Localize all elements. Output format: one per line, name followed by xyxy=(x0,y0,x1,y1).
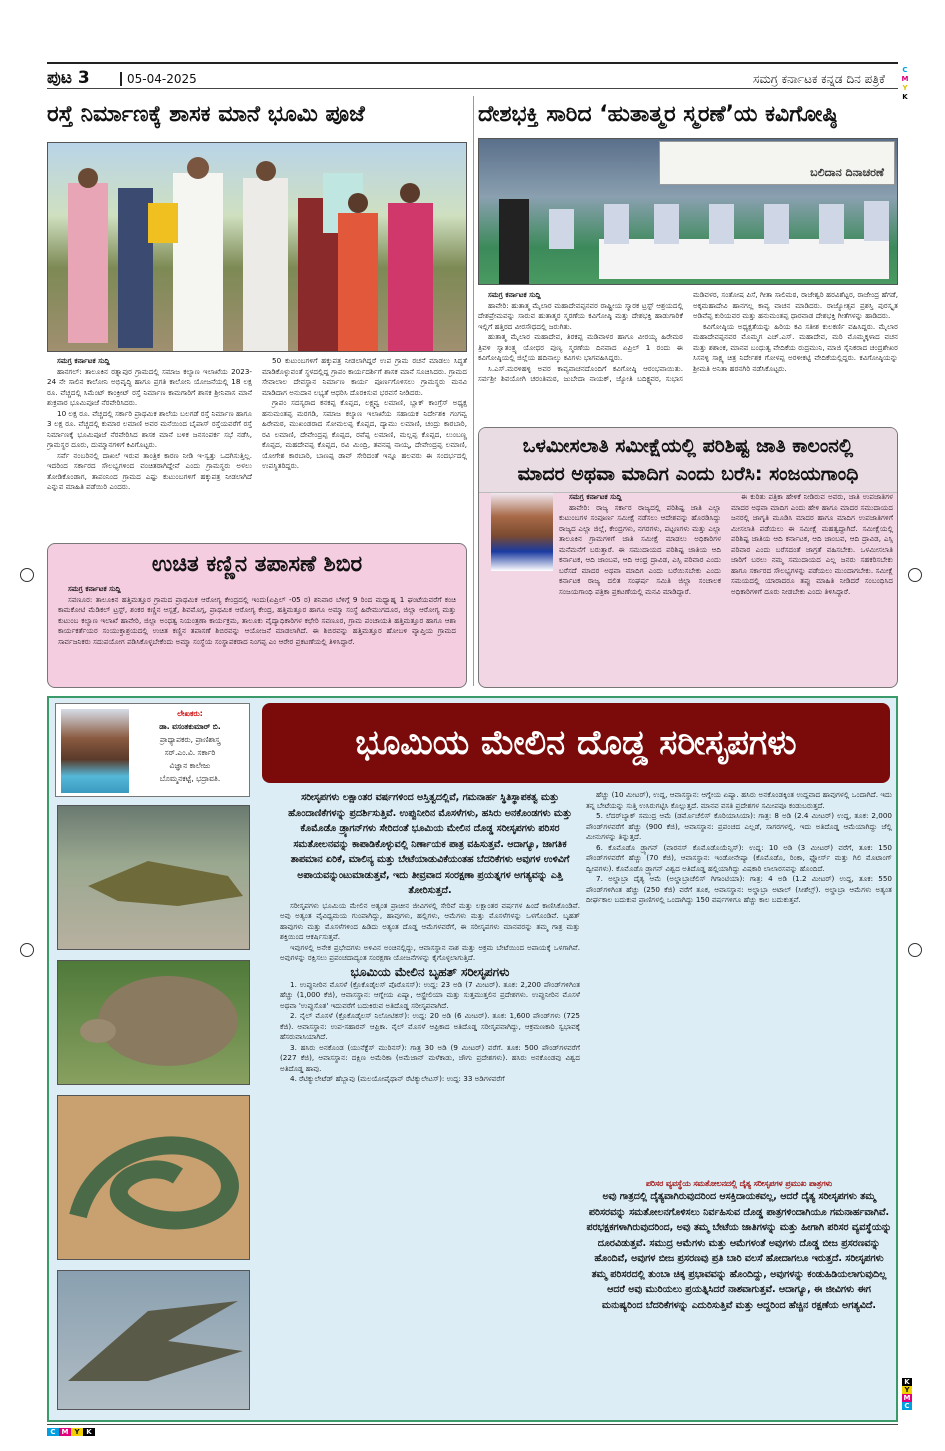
feature-title: ಭೂಮಿಯ ಮೇಲಿನ ದೊಡ್ಡ ಸರೀಸೃಪಗಳು xyxy=(262,703,890,783)
event-banner: ಬಲಿದಾನ ದಿನಾಚರಣೆ xyxy=(659,141,895,185)
reservation-headline: ಒಳಮೀಸಲಾತಿ ಸಮೀಕ್ಷೆಯಲ್ಲಿ ಪರಿಶಿಷ್ಟ ಜಾತಿ ಕಾಲಂನಲ್ಲಿ ಮಾದರ ಅಥವಾ ಮಾದಿಗ ಎಂದು ಬರೆಸಿ: ಸಂಜಯಗಾಂಧಿ xyxy=(479,428,897,493)
feature-column-1: ಸರೀಸೃಪಗಳು ಲಕ್ಷಾಂತರ ವರ್ಷಗಳಿಂದ ಅಸ್ತಿತ್ವದಲ್ಲಿವೆ, ಗಮನಾರ್ಹ ಸ್ಥಿತಿಸ್ಥಾಪಕತ್ವ ಮತ್ತು ಹೊಂದಾಣಿಕೆಗಳನ್ನು ಪ್ರದರ್ಶಿಸುತ್ತಿವೆ. ಉಪ್ಪುನೀರಿನ ಮೊಸಳೆಗಳು, ಹಸಿರು ಅನಕೊಂಡಗಳು ಮತ್ತು ಕೊಮೊಡೊ ಡ್ರ್ಯಾಗನ್‌ಗಳು ಸೇರಿದಂತೆ ಭೂಮಿಯ ಮೇಲಿನ ದೊಡ್ಡ ಸರೀಸೃಪಗಳು ಪರಿಸರ ಸಮತೋಲನವನ್ನು ಕಾಪಾಡಿಕೊಳ್ಳುವಲ್ಲಿ ನಿರ್ಣಾಯಕ ಪಾತ್ರ ವಹಿಸುತ್ತವೆ. ಆದಾಗ್ಯೂ, ಜಾಗತಿಕ ತಾಪಮಾನ ಏರಿಕೆ, ಮಾಲಿನ್ಯ ಮತ್ತು ಬೇಟೆಯಾಡುವಿಕೆಯಂತಹ ಬೆದರಿಕೆಗಳು ಅವುಗಳ ಉಳಿವಿಗೆ ಅಪಾಯವನ್ನುಂಟುಮಾಡುತ್ತವೆ, ಇದು ತೀವ್ರವಾದ ಸಂರಕ್ಷಣಾ ಪ್ರಯತ್ನಗಳ ಅಗತ್ಯವನ್ನು ಎತ್ತಿ ತೋರಿಸುತ್ತದೆ. ಸರೀಸೃಪಗಳು ಭೂಮಿಯ ಮೇಲಿನ ಅತ್ಯಂತ ಪ್ರಾಚೀನ ಜೀವಿಗಳಲ್ಲಿ ಸೇರಿವೆ ಮತ್ತು ಲಕ್ಷಾಂತರ ವರ್ಷಗಳ ಹಿಂದೆ ಕಾಣಿಸಿಕೊಂಡಿವೆ. ಅವು ಅತ್ಯಂತ ವೈವಿಧ್ಯಮಯ ಗುಂಪಾಗಿದ್ದು, ಹಾವುಗಳು, ಹಲ್ಲಿಗಳು, ಆಮೆಗಳು ಮತ್ತು ಮೊಸಳೆಗಳನ್ನು ಒಳಗೊಂಡಿವೆ. ಬೃಹತ್ ಹಾವುಗಳು ಮತ್ತು ಮೊಸಳೆಗಳಿಂದ ಹಿಡಿದು ಅತ್ಯಂತ ದೊಡ್ಡ ಆಮೆಗಳವರೆಗೆ, ಈ ಸರೀಸೃಪಗಳು ಮಾನವರನ್ನು ತಮ್ಮ ಗಾತ್ರ ಮತ್ತು ಶಕ್ತಿಯಿಂದ ಆಕರ್ಷಿಸುತ್ತವೆ. ಇವುಗಳಲ್ಲಿ ಅನೇಕ ಪ್ರಭೇದಗಳು ಅಳಿವಿನ ಅಂಚಿನಲ್ಲಿದ್ದು, ಆವಾಸಸ್ಥಾನ ನಾಶ ಮತ್ತು ಅಕ್ರಮ ಬೇಟೆಯಿಂದ ಅಪಾಯಕ್ಕೆ ಒಳಗಾಗಿವೆ. ಅವುಗಳನ್ನು ರಕ್ಷಿಸಲು ಪ್ರಪಂಚದಾದ್ಯಂತ ಸಂರಕ್ಷಣಾ ಯೋಜನೆಗಳನ್ನು ಕೈಗೊಳ್ಳಲಾಗುತ್ತಿದೆ. ಭೂಮಿಯ ಮೇಲಿನ ಬೃಹತ್ ಸರೀಸೃಪಗಳು 1. ಉಪ್ಪುನೀರಿನ ಮೊಸಳೆ (ಕ್ರೊಕೊಡೈಲಸ್ ಪೊರೊಸಸ್): ಉದ್ದ: 23 ಅಡಿ (7 ಮೀಟರ್). ತೂಕ: 2,200 ಪೌಂಡ್‌ಗಳಿಗಿಂತ ಹೆಚ್ಚು (1,000 ಕೆಜಿ), ಆವಾಸಸ್ಥಾನ: ಆಗ್ನೇಯ ಏಷ್ಯಾ, ಆಸ್ಟ್ರೇಲಿಯಾ ಮತ್ತು ಸುತ್ತಮುತ್ತಲಿನ ಪ್ರದೇಶಗಳು. ಉಪ್ಪುನೀರಿನ ಮೊಸಳೆ ಅಥವಾ 'ಉಪ್ಪುಸೊತ' ಇದುವರೆಗೆ ಬದುಕಿರುವ ಅತಿದೊಡ್ಡ ಸರೀಸೃಪವಾಗಿದೆ. 2. ನೈಲ್ ಮೊಸಳೆ (ಕ್ರೊಕೊಡೈಲಸ್ ನಿಲೋಟಿಕಸ್): ಉದ್ದ: 20 ಅಡಿ (6 ಮೀಟರ್). ತೂಕ: 1,600 ಪೌಂಡ್‌ಗಳು (725 ಕೆಜಿ). ಆವಾಸಸ್ಥಾನ: ಉಪ-ಸಹಾರನ್ ಆಫ್ರಿಕಾ. ನೈಲ್ ಮೊಸಳೆ ಆಫ್ರಿಕಾದ ಅತಿದೊಡ್ಡ ಸರೀಸೃಪವಾಗಿದ್ದು, ಆಕ್ರಮಣಕಾರಿ ಸ್ವಭಾವಕ್ಕೆ ಹೆಸರುವಾಸಿಯಾಗಿದೆ. 3. ಹಸಿರು ಅನಕೊಂಡ (ಯುನೆಕ್ಟೆಸ್ ಮುರಿನಸ್): ಗಾತ್ರ 30 ಅಡಿ (9 ಮೀಟರ್) ವರೆಗೆ. ತೂಕ: 500 ಪೌಂಡ್‌ಗಳವರೆಗೆ (227 ಕೆಜಿ), ಆವಾಸಸ್ಥಾನ: ದಕ್ಷಿಣ ಅಮೆರಿಕಾ (ಅಮೆಜಾನ್ ಮಳೆಕಾಡು, ಜೌಗು ಪ್ರದೇಶಗಳು). ಹಸಿರು ಅನಕೊಂಡವು ವಿಶ್ವದ ಅತಿದೊಡ್ಡ ಹಾವು. 4. ರೆಟಿಕ್ಯುಲೇಟೆಡ್ ಹೆಬ್ಬಾವು (ಮಲಯೋಪೈಥಾನ್ ರೆಟಿಕ್ಯುಲೇಟಸ್): ಉದ್ದ: 33 ಅಡಿಗಳವರೆಗೆ xyxy=(280,792,580,1083)
author-photo xyxy=(61,709,129,793)
crocodile-illustration xyxy=(58,806,251,951)
article1-photo xyxy=(47,142,467,352)
sanjay-gandhi-photo xyxy=(491,493,553,571)
crowd-photo-illustration xyxy=(48,143,467,352)
giant-tortoise-photo xyxy=(57,960,250,1085)
eye-camp-box xyxy=(47,543,467,688)
feature-column-2: ಹೆಚ್ಚು (10 ಮೀಟರ್), ಉದ್ದ, ಆವಾಸಸ್ಥಾನ: ಆಗ್ನೇಯ ಏಷ್ಯಾ. ಹಸಿರು ಅನಕೊಂಡಕ್ಕಿಂತ ಉದ್ದವಾದ ಹಾವುಗಳಲ್ಲಿ ಒಂದಾಗಿದೆ. ಇದು ತನ್ನ ಬೇಟೆಯನ್ನು ಸುತ್ತಿ ಉಸಿರುಗಟ್ಟಿಸಿ ಕೊಲ್ಲುತ್ತದೆ. ಮಾನವ ವಸತಿ ಪ್ರದೇಶಗಳ ಸಮೀಪವೂ ಕಂಡುಬರುತ್ತದೆ. 5. ಲೆದರ್‌ಬ್ಯಾಕ್ ಸಮುದ್ರ ಆಮೆ (ಡರ್ಮೊಚೆಲಿಸ್ ಕೊರಿಯಾಸಿಯಾ): ಗಾತ್ರ: 8 ಅಡಿ (2.4 ಮೀಟರ್) ಉದ್ದ, ತೂಕ: 2,000 ಪೌಂಡ್‌ಗಳವರೆಗೆ ಹೆಚ್ಚು (900 ಕೆಜಿ), ಆವಾಸಸ್ಥಾನ: ಪ್ರಪಂಚದ ಎಲ್ಲಡೆ, ಸಾಗರಗಳಲ್ಲಿ. ಇದು ಅತಿದೊಡ್ಡ ಆಮೆಯಾಗಿದ್ದು ಜೆಲ್ಲಿ ಮೀನುಗಳನ್ನು ತಿನ್ನುತ್ತದೆ. 6. ಕೊಮೊಡೊ ಡ್ರ್ಯಾಗನ್ (ವಾರನಸ್ ಕೊಮೊಡೊಯೆನ್ಸಿಸ್): ಉದ್ದ: 10 ಅಡಿ (3 ಮೀಟರ್) ವರೆಗೆ, ತೂಕ: 150 ಪೌಂಡ್‌ಗಳವರೆಗೆ ಹೆಚ್ಚು (70 ಕೆಜಿ), ಆವಾಸಸ್ಥಾನ: ಇಂಡೋನೇಷ್ಯಾ (ಕೊಮೊಡೊ, ರಿಂಕಾ, ಫ್ಲೋರ್ಸ್ ಮತ್ತು ಗಿಲಿ ಮೊಟಾಂಗ್ ದ್ವೀಪಗಳು). ಕೊಮೊಡೊ ಡ್ರ್ಯಾಗನ್ ವಿಶ್ವದ ಅತಿದೊಡ್ಡ ಹಲ್ಲಿಯಾಗಿದ್ದು ವಿಷಕಾರಿ ಲಾಲಾರಸವನ್ನು ಹೊಂದಿದೆ. 7. ಅಲ್ಡಾಬ್ರಾ ದೈತ್ಯ ಆಮೆ (ಅಲ್ಡಾಬ್ರಾಚೆಲಿಸ್ ಗಿಗಾಂಟಿಯಾ): ಗಾತ್ರ: 4 ಅಡಿ (1.2 ಮೀಟರ್) ಉದ್ದ, ತೂಕ: 550 ಪೌಂಡ್‌ಗಳಿಗಿಂತ ಹೆಚ್ಚು (250 ಕೆಜಿ) ವರೆಗೆ ತೂಕ, ಆವಾಸಸ್ಥಾನ: ಅಲ್ಡಾಬ್ರಾ ಅಟಾಲ್ (ಸೀಶೆಲ್ಸ್). ಅಲ್ಡಾಬ್ರಾ ಆಮೆಗಳು ಅತ್ಯಂತ ದೀರ್ಘಕಾಲ ಬದುಕುವ ಪ್ರಾಣಿಗಳಲ್ಲಿ ಒಂದಾಗಿದ್ದು 150 ವರ್ಷಗಳಿಗೂ ಹೆಚ್ಚು ಕಾಲ ಬದುಕುತ್ತವೆ. ಪರಿಸರ ವ್ಯವಸ್ಥೆಯ ಸಮತೋಲನದಲ್ಲಿ ದೈತ್ಯ ಸರೀಸೃಪಗಳ ಪ್ರಮುಖ ಪಾತ್ರಗಳು ಅವು ಗಾತ್ರದಲ್ಲಿ ದೈತ್ಯವಾಗಿರುವುದರಿಂದ ಆಸಕ್ತಿದಾಯಕವಲ್ಲ, ಆದರೆ ದೈತ್ಯ ಸರೀಸೃಪಗಳು ತಮ್ಮ ಪರಿಸರವನ್ನು ಸಮತೋಲನಗೊಳಿಸಲು ನಿರ್ವಹಿಸುವ ದೊಡ್ಡ ಪಾತ್ರಗಳಿಂದಾಗಿಯೂ ಗಮನಾರ್ಹವಾಗಿವೆ. ಪರಭಕ್ಷಕಗಳಾಗಿರುವುದರಿಂದ, ಅವು ತಮ್ಮ ಬೇಟೆಯ ಜಾತಿಗಳನ್ನು ಮತ್ತು ಹೀಗಾಗಿ ಪರಿಸರ ವ್ಯವಸ್ಥೆಯನ್ನು ದೂರವಿಡುತ್ತವೆ. ಸಮುದ್ರ ಆಮೆಗಳು ಮತ್ತು ಆಮೆಗಳಂತೆ ಅವುಗಳು ದೊಡ್ಡ ಬೀಜ ಪ್ರಸರಣವನ್ನು ಹೊಂದಿವೆ, ಅವುಗಳ ಬೀಜ ಪ್ರಸರಣವು ಪ್ರತಿ ಬಾರಿ ವಲಸೆ ಹೋದಾಗಲೂ ಇರುತ್ತದೆ. ಸರೀಸೃಪಗಳು ತಮ್ಮ ಪರಿಸರದಲ್ಲಿ ತುಂಬಾ ಚಿಕ್ಕ ಪ್ರಭಾವವನ್ನು ಹೊಂದಿದ್ದು, ಅವುಗಳನ್ನು ಕಂಡುಹಿಡಿಯಲಾಗುವುದಿಲ್ಲ ಆದರೆ ಅವು ಮುರಿಯಲು ಪ್ರಯತ್ನಿಸಿದರೆ ನಾಶವಾಗುತ್ತವೆ. ಆದಾಗ್ಯೂ, ಈ ಜೀವಿಗಳು ಈಗ ಮನುಷ್ಯರಿಂದ ಬೆದರಿಕೆಗಳನ್ನು ಎದುರಿಸುತ್ತಿವೆ ಮತ್ತು ಆದ್ದರಿಂದ ಹೆಚ್ಚಿನ ರಕ್ಷಣೆಯ ಅಗತ್ಯವಿದೆ. xyxy=(586,790,892,1418)
article1-headline: ರಸ್ತೆ ನಿರ್ಮಾಣಕ್ಕೆ ಶಾಸಕ ಮಾನೆ ಭೂಮಿ ಪೂಜೆ xyxy=(47,102,365,127)
reservation-article-box xyxy=(478,427,898,688)
article1-body: ಸಮಗ್ರ ಕರ್ನಾಟಕ ಸುದ್ದಿ ಹಾನಗಲ್: ತಾಲೂಕಿನ ರತ್ನಾಪುರ ಗ್ರಾಮದಲ್ಲಿ ಸಮಾಜ ಕಲ್ಯಾಣ ಇಲಾಖೆಯ 2023-24 ನೇ ಸಾಲಿನ ಕಾಲೋನಿ ಅಭಿವೃದ್ಧಿ ಹಾಗೂ ಪ್ರಗತಿ ಕಾಲೋನಿ ಯೋಜನೆಯಲ್ಲಿ 18 ಲಕ್ಷ ರೂ. ವೆಚ್ಚದಲ್ಲಿ ಸಿಮೆಂಟ್ ಕಾಂಕ್ರೀಟ್ ರಸ್ತೆ ನಿರ್ಮಾಣ ಕಾಮಗಾರಿಗೆ ಶಾಸಕ ಶ್ರೀನಿವಾಸ ಮಾನೆ ಶುಕ್ರವಾರ ಭೂಮಿಪೂಜೆ ನೆರವೇರಿಸಿದರು. 10 ಲಕ್ಷ ರೂ. ವೆಚ್ಚದಲ್ಲಿ ಸರ್ಕಾರಿ ಪ್ರಾಥಮಿಕ ಶಾಲೆಯ ಬಲಗಡೆ ರಸ್ತೆ ನಿರ್ಮಾಣ ಹಾಗೂ 3 ಲಕ್ಷ ರೂ. ವೆಚ್ಚದಲ್ಲಿ ಕುಮಾರ ಲಮಾಣಿ ಅವರ ಮನೆಯಿಂದ ಬೈಪಾಸ್ ರಸ್ತೆಯವರೆಗೆ ರಸ್ತೆ ನಿರ್ಮಾಣಕ್ಕೆ ಭೂಮಿಪೂಜೆ ನೆರವೇರಿಸಿದ ಶಾಸಕ ಮಾನೆ ಬಳಿಕ ಜನಸಂಪರ್ಕ ಸಭೆ ನಡೆಸಿ, ಗ್ರಾಮಸ್ಥರ ದೂರು, ದುಮ್ಮಾನಗಳಿಗೆ ಕಿವಿಗೊಟ್ಟರು. ಸರ್ವೆ ನಂಬರಿನಲ್ಲಿ ದಾಖಲೆ ಇರುವ ತಾಂತ್ರಿಕ ಕಾರಣ ನೀಡಿ ಇ-ಸ್ವತ್ತು ಒದಗಿಸುತ್ತಿಲ್ಲ. ಇದರಿಂದ ಸರ್ಕಾರದ ಸೌಲಭ್ಯಗಳಿಂದ ವಂಚಿತರಾಗಿದ್ದೇವೆ ಎಂದು ಗ್ರಾಮಸ್ಥರು ಅಳಲು ತೋಡಿಕೊಂಡಾಗ, ತಾಪಂನಿಂದ ಗ್ರಾಮದ ಎಷ್ಟು ಕುಟುಂಬಗಳಿಗೆ ಹಕ್ಕುಪತ್ರ ನೀಡಲಾಗಿದೆ ಎನ್ನುವ ಮಾಹಿತಿ ಪಡೆಯಿರಿ ಎಂದರು. 50 ಕುಟುಂಬಗಳಿಗೆ ಹಕ್ಕುಪತ್ರ ನೀಡಲಾಗಿದ್ದರೆ ಉಪ ಗ್ರಾಮ ರಚನೆ ಮಾಡಲು ಸಿದ್ಧತೆ ಮಾಡಿಕೊಳ್ಳುವಂತೆ ಸ್ಥಳದಲ್ಲಿದ್ದ ಗ್ರಾಪಂ ಕಾರ್ಯದರ್ಶಿಗೆ ಶಾಸಕ ಮಾನೆ ಸೂಚಿಸಿದರು. ಗ್ರಾಮದ ಸೇವಾಲಾಲ ದೇವಸ್ಥಾನ ನಿರ್ಮಾಣ ಕಾರ್ಯ ಪೂರ್ಣಗೊಳಿಸಲು ಗ್ರಾಮಸ್ಥರು ಮನವಿ ಮಾಡಿದಾಗ ಅನುದಾನ ಲಭ್ಯತೆ ಆಧರಿಸಿ ದೊರಕಿಸುವ ಭರವಸೆ ನೀಡಿದರು. ಗ್ರಾಪಂ ಸದಸ್ಯರಾದ ಕನಕಪ್ಪ ಕೊಪ್ಪದ, ಲಕ್ಷ್ಮವ್ವ ಲಮಾಣಿ, ಬ್ಲಾಕ್ ಕಾಂಗ್ರೆಸ್ ಅಧ್ಯಕ್ಷ ಹನುಮಂತಪ್ಪ ಮರಗಡಿ, ಸಮಾಜ ಕಲ್ಯಾಣ ಇಲಾಖೆಯ ಸಹಾಯಕ ನಿರ್ದೇಶಕಿ ಗಂಗವ್ವ ಹಿರೇಮಠ, ಮುಖಂಡರಾದ ಸೋಮಲಪ್ಪ ಕೊಪ್ಪದ, ದ್ಯಾಮು ಲಮಾಣಿ, ಚಂದ್ರು ಕಾರಬಾರಿ, ರವಿ ಲಮಾಣಿ, ದೇವೇಂದ್ರಪ್ಪ ಕೊಪ್ಪದ, ರವೆಪ್ಪ ಲಮಾಣಿ, ಮಲ್ಲಪ್ಪ ಕೊಪ್ಪದ, ಲುಂಬಣ್ಣ ಕೊಪ್ಪದ, ಮಹದೇವಪ್ಪ ಕೊಪ್ಪದ, ರವಿ ಮಿಂದ್ರಿ, ತವನಪ್ಪ ನಾಯ್ಕ, ದೇವೇಂದ್ರಪ್ಪ ಲಮಾಣಿ, ಯೋಗೇಶ ಕಾರಬಾರಿ, ಬಾಣಪ್ಪ ಡಾವ್ ಸೇರಿದಂತೆ ಇನ್ನೂ ಹಲವರು ಈ ಸಂದರ್ಭದಲ್ಲಿ ಉಪಸ್ಥಿತರಿದ್ದರು. xyxy=(47,356,467,491)
newspaper-name: ಸಮಗ್ರ ಕರ್ನಾಟಕ ಕನ್ನಡ ದಿನ ಪತ್ರಿಕೆ xyxy=(753,72,885,86)
registration-mark xyxy=(908,568,922,582)
author-name: ಡಾ. ವಸಂತಕುಮಾರ್ ಬಿ. xyxy=(159,722,221,731)
reservation-body: ಸಮಗ್ರ ಕರ್ನಾಟಕ ಸುದ್ದಿ ಹಾವೇರಿ: ರಾಜ್ಯ ಸರ್ಕಾರ ರಾಜ್ಯದಲ್ಲಿ ಪರಿಶಿಷ್ಟ ಜಾತಿ ಎಲ್ಲಾ ಕುಟುಂಬಗಳ ಸಂಪೂರ್ಣ ಸಮೀಕ್ಷೆ ನಡೆಸಲು ಆದೇಶವನ್ನು ಹೊರಡಿಸಿದ್ದು ರಾಜ್ಯದ ಎಲ್ಲಾ ಜಿಲ್ಲೆ, ಕೇಂದ್ರಗಳು, ನಗರಗಳು, ಪಟ್ಟಣಗಳು ಮತ್ತು ಎಲ್ಲಾ ತಾಲೂಕಿನ ಗ್ರಾಮಗಳಿಗೆ ಜಾತಿ ಸಮೀಕ್ಷೆ ಮಾಡಲು ಅಧಿಕಾರಿಗಳ ಮನೆಮನೆಗೆ ಬರುತ್ತಾರೆ. ಈ ಸಮುದಾಯದ ಪರಿಶಿಷ್ಟ ಜಾತಿಯ ಆದಿ ಕರ್ನಾಟಕ, ಆದಿ ಜಾಂಬವ, ಆದಿ ಆಂಧ್ರ ದ್ರಾವಿಡ, ಎಸ್ಸಿ ಪರಿವಾರ ಎಂದು ಬರೆಸದೆ ಮಾದರ ಅಥವಾ ಮಾದಿಗ ಎಂದು ಬರೆಯಿಸಬೇಕು ಎಂದು ಕರ್ನಾಟಕ ರಾಜ್ಯ ದಲಿತ ಸಂಘರ್ಷ ಸಮಿತಿ ಜಿಲ್ಲಾ ಸಂಚಾಲಕ ಸಂಜಯಗಾಂಧಿ ಪತ್ರಿಕಾ ಪ್ರಕಟಣೆಯಲ್ಲಿ ಮನವಿ ಮಾಡಿದ್ದಾರೆ. ಈ ಕುರಿತು ಪತ್ರಿಕಾ ಹೇಳಿಕೆ ನೀಡಿರುವ ಅವರು, ಜಾತಿ ಉಪಜಾತಿಗಳ ಮಾದರ ಅಥವಾ ಮಾದಿಗ ಎಂದು ಹೇಳಿ ಹಾಗೂ ಮಾದರ ಸಮುದಾಯದ ಜನರಲ್ಲಿ ಜಾಗೃತಿ ಮೂಡಿಸಿ ಮಾದರ ಹಾಗೂ ಮಾದಿಗ ಉಪಜಾತಿಗಳಿಗೆ ಮೀಸಲಾತಿ ಪಡೆಯಲು ಈ ಸಮೀಕ್ಷೆ ಮಹತ್ವದ್ದಾಗಿದೆ. ಸಮೀಕ್ಷೆಯಲ್ಲಿ ಪರಿಶಿಷ್ಟ ಜಾತಿಯ ಆದಿ ಕರ್ನಾಟಕ, ಆದಿ ಜಾಂಬವ, ಆದಿ ದ್ರಾವಿಡ, ಎಸ್ಸಿ ಪರಿವಾರ ಎಂದು ಬರೆಸದಂತೆ ಜಾಗ್ರತೆ ವಹಿಸಬೇಕು. ಒಳಮೀಸಲಾತಿ ಜಾರಿಗೆ ಬರಲು ನಮ್ಮ ಸಮುದಾಯದ ಎಲ್ಲ ಜನರು ಸಹಕರಿಸಬೇಕು ಹಾಗೂ ಸರ್ಕಾರದ ಸೌಲಭ್ಯಗಳನ್ನು ಪಡೆಯಲು ಮುಂದಾಗಬೇಕು. ಸಮೀಕ್ಷೆ ಸಮಯದಲ್ಲಿ ಯಾರಾದರೂ ತಪ್ಪು ಮಾಹಿತಿ ನೀಡಿದರೆ ಸಂಬಂಧಿಸಿದ ಅಧಿಕಾರಿಗಳಿಗೆ ದೂರು ನೀಡಬೇಕು ಎಂದು ತಿಳಿಸಿದ್ದಾರೆ. xyxy=(559,492,893,596)
registration-mark xyxy=(20,568,34,582)
anaconda-photo xyxy=(57,1095,250,1260)
role-heading: ಪರಿಸರ ವ್ಯವಸ್ಥೆಯ ಸಮತೋಲನದಲ್ಲಿ ದೈತ್ಯ ಸರೀಸೃಪಗಳ ಪ್ರಮುಖ ಪಾತ್ರಗಳು xyxy=(645,1179,833,1188)
author-place: ಬೊಮ್ಮನಕಟ್ಟೆ, ಭದ್ರಾವತಿ. xyxy=(159,774,221,783)
article2-headline: ದೇಶಭಕ್ತಿ ಸಾರಿದ ‘ಹುತಾತ್ಮರ ಸ್ಮರಣೆ’ಯ ಕವಿಗೋಷ್ಠಿ xyxy=(478,102,838,127)
feature-conclusion: ಅವು ಗಾತ್ರದಲ್ಲಿ ದೈತ್ಯವಾಗಿರುವುದರಿಂದ ಆಸಕ್ತಿದಾಯಕವಲ್ಲ, ಆದರೆ ದೈತ್ಯ ಸರೀಸೃಪಗಳು ತಮ್ಮ ಪರಿಸರವನ್ನು ಸಮತೋಲನಗೊಳಿಸಲು ನಿರ್ವಹಿಸುವ ದೊಡ್ಡ ಪಾತ್ರಗಳಿಂದಾಗಿಯೂ ಗಮನಾರ್ಹವಾಗಿವೆ. ಪರಭಕ್ಷಕಗಳಾಗಿರುವುದರಿಂದ, ಅವು ತಮ್ಮ ಬೇಟೆಯ ಜಾತಿಗಳನ್ನು ಮತ್ತು ಹೀಗಾಗಿ ಪರಿಸರ ವ್ಯವಸ್ಥೆಯನ್ನು ದೂರವಿಡುತ್ತವೆ. ಸಮುದ್ರ ಆಮೆಗಳು ಮತ್ತು ಆಮೆಗಳಂತೆ ಅವುಗಳು ದೊಡ್ಡ ಬೀಜ ಪ್ರಸರಣವನ್ನು ಹೊಂದಿವೆ, ಅವುಗಳ ಬೀಜ ಪ್ರಸರಣವು ಪ್ರತಿ ಬಾರಿ ವಲಸೆ ಹೋದಾಗಲೂ ಇರುತ್ತದೆ. ಸರೀಸೃಪಗಳು ತಮ್ಮ ಪರಿಸರದಲ್ಲಿ ತುಂಬಾ ಚಿಕ್ಕ ಪ್ರಭಾವವನ್ನು ಹೊಂದಿದ್ದು, ಅವುಗಳನ್ನು ಕಂಡುಹಿಡಿಯಲಾಗುವುದಿಲ್ಲ ಆದರೆ ಅವು ಮುರಿಯಲು ಪ್ರಯತ್ನಿಸಿದರೆ ನಾಶವಾಗುತ್ತವೆ. ಆದಾಗ್ಯೂ, ಈ ಜೀವಿಗಳು ಈಗ ಮನುಷ್ಯರಿಂದ ಬೆದರಿಕೆಗಳನ್ನು ಎದುರಿಸುತ್ತಿವೆ ಮತ್ತು ಆದ್ದರಿಂದ ಹೆಚ್ಚಿನ ರಕ್ಷಣೆಯ ಅಗತ್ಯವಿದೆ. xyxy=(586,1191,892,1311)
bottom-rule xyxy=(47,1424,898,1425)
eye-camp-body: ಸಮಗ್ರ ಕರ್ನಾಟಕ ಸುದ್ದಿ ಸವಣೂರ: ತಾಲೂಕಿನ ಹತ್ತಿಮತ್ತೂರ ಗ್ರಾಮದ ಪ್ರಾಥಮಿಕ ಆರೋಗ್ಯ ಕೇಂದ್ರದಲ್ಲಿ ಇಂದು(ಏಪ್ರಿಲ್ -05 ರ) ಶನಿವಾರ ಬೆಳಿಗ್ಗೆ 9 ರಿಂದ ಮಧ್ಯಾಹ್ನ 1 ಘಂಟೆಯವರೆಗೆ ಕಂಚಿ ಕಾಮಕೋಟಿ ಮೆಡಿಕಲ್ ಟ್ರಸ್ಟ್, ಶಂಕರ ಕಣ್ಣಿನ ಆಸ್ಪತ್ರೆ, ಶಿವಮೊಗ್ಗ, ಪ್ರಾಥಮಿಕ ಆರೋಗ್ಯ ಕೇಂದ್ರ, ಹತ್ತಿಮತ್ತೂರ ಹಾಗೂ ಅಮ್ಮಾ ಸಂಸ್ಥೆ ಹಿರೇಮುಗದೂರ, ಜಿಲ್ಲಾ ಆರೋಗ್ಯ ಮತ್ತು ಕುಟುಂಬ ಕಲ್ಯಾಣ ಇಲಾಖೆ ಹಾವೇರಿ, ಜಿಲ್ಲಾ ಅಂಧತ್ವ ನಿಯಂತ್ರಣಾ ಕಾರ್ಯಕ್ರಮ, ತಾಲೂಕು ವೈದ್ಯಾಧಿಕಾರಿಗಳ ಕಛೇರಿ ಸವಣೂರ, ಗ್ರಾಮ ಪಂಚಾಯತಿ ಹತ್ತಿಮತ್ತೂರ ಹಾಗೂ ಆಶಾ ಕಾರ್ಯಕರ್ತೆಯರ ಸಂಯುಕ್ತಾಶ್ರಯದಲ್ಲಿ ಉಚಿತ ಕಣ್ಣಿನ ತಪಾಸಣೆ ಶಿಬಿರವನ್ನು ಆಯೋಜನೆ ಮಾಡಲಾಗಿದೆ. ಈ ಶಿಬಿರವನ್ನು ಹತ್ತಿಮತ್ತೂರ ಹೋಬಳಿ ವ್ಯಾಪ್ತಿಯ ಗ್ರಾಮದ ಸಾರ್ವಜನಿಕರು ಸದುಪಯೋಗ ಪಡಿಸಿಕೊಳ್ಳಬೇಕೆಂದು ಅಮ್ಮಾ ಸಂಸ್ಥೆಯ ಸಂಸ್ಥಾಪಕರಾದ ನಿಂಗಪ್ಪ ಎಂ ಆರೇರ ಪ್ರಕಟಣೆಯಲ್ಲಿ ತಿಳಿಸಿದ್ದಾರೆ. xyxy=(58,584,456,646)
header-rule xyxy=(47,88,898,89)
feature-intro: ಸರೀಸೃಪಗಳು ಲಕ್ಷಾಂತರ ವರ್ಷಗಳಿಂದ ಅಸ್ತಿತ್ವದಲ್ಲಿವೆ, ಗಮನಾರ್ಹ ಸ್ಥಿತಿಸ್ಥಾಪಕತ್ವ ಮತ್ತು ಹೊಂದಾಣಿಕೆಗಳನ್ನು ಪ್ರದರ್ಶಿಸುತ್ತಿವೆ. ಉಪ್ಪುನೀರಿನ ಮೊಸಳೆಗಳು, ಹಸಿರು ಅನಕೊಂಡಗಳು ಮತ್ತು ಕೊಮೊಡೊ ಡ್ರ್ಯಾಗನ್‌ಗಳು ಸೇರಿದಂತೆ ಭೂಮಿಯ ಮೇಲಿನ ದೊಡ್ಡ ಸರೀಸೃಪಗಳು ಪರಿಸರ ಸಮತೋಲನವನ್ನು ಕಾಪಾಡಿಕೊಳ್ಳುವಲ್ಲಿ ನಿರ್ಣಾಯಕ ಪಾತ್ರ ವಹಿಸುತ್ತವೆ. ಆದಾಗ್ಯೂ, ಜಾಗತಿಕ ತಾಪಮಾನ ಏರಿಕೆ, ಮಾಲಿನ್ಯ ಮತ್ತು ಬೇಟೆಯಾಡುವಿಕೆಯಂತಹ ಬೆದರಿಕೆಗಳು ಅವುಗಳ ಉಳಿವಿಗೆ ಅಪಾಯವನ್ನುಂಟುಮಾಡುತ್ತವೆ, ಇದು ತೀವ್ರವಾದ ಸಂರಕ್ಷಣಾ ಪ್ರಯತ್ನಗಳ ಅಗತ್ಯವನ್ನು ಎತ್ತಿ ತೋರಿಸುತ್ತದೆ. xyxy=(288,792,572,896)
issue-date: 05-04-2025 xyxy=(120,72,197,86)
registration-mark xyxy=(20,943,34,957)
snake-illustration xyxy=(58,1096,251,1261)
author-label: ಲೇಖಕರು: xyxy=(177,709,203,718)
column-divider xyxy=(473,96,474,686)
author-college-2: ವಿಜ್ಞಾನ ಕಾಲೇಜು xyxy=(169,761,211,770)
tortoise-illustration xyxy=(58,961,251,1086)
cmyk-strip-right: K Y M C xyxy=(903,1378,911,1410)
article2-body: ಸಮಗ್ರ ಕರ್ನಾಟಕ ಸುದ್ದಿ ಹಾವೇರಿ: ಹುತಾತ್ಮ ಮೈಲಾರ ಮಹಾದೇವಪ್ಪನವರ ರಾಷ್ಟ್ರೀಯ ಸ್ಮಾರಕ ಟ್ರಸ್ಟ್ ಆಶ್ರಯದಲ್ಲಿ ದೇಶಪ್ರೇಮವನ್ನು ಸಾರುವ ಹುತಾತ್ಮರ ಸ್ಮರಣೆಯ ಕವಿಗೋಷ್ಠಿ ಮತ್ತು ದೇಶಭಕ್ತಿ ಹಾಡುಗಾರಿಕೆ ಇಲ್ಲಿಗೆ ಹತ್ತಿರದ ವೀರಸೌಧದಲ್ಲಿ ಜರುಗಿತು. ಹುತಾತ್ಮ ಮೈಲಾರ ಮಹಾದೇವ, ತಿರಕಪ್ಪ ಮಡಿವಾಳರ ಹಾಗೂ ವೀರಯ್ಯ ಹಿರೇಮಠ ತ್ರಿವಳಿ ಸ್ವಾತಂತ್ರ್ಯ ಯೋಧರ ಪುಣ್ಯ ಸ್ಮರಣೆಯ ದಿನವಾದ ಏಪ್ರಿಲ್ 1 ರಂದು ಈ ಕವಿಗೋಷ್ಠಿಯಲ್ಲಿ ಜಿಲ್ಲೆಯ ಹದಿನಾಲ್ಕು ಕವಿಗಳು ಭಾಗವಹಿಸಿದ್ದರು. ಸಿ.ಎಸ್.ಮರಳಿಹಳ್ಳಿ ಅವರ ಕಾವ್ಯವಾಚನದೊಂದಿಗೆ ಕವಿಗೋಷ್ಠಿ ಆರಂಭವಾಯಿತು. ಸರ್ವಶ್ರೀ ಶಿವಯೋಗಿ ಚರಂತಿಮಠ, ಜುಬೇದಾ ನಾಯಕ್, ಜ್ಯೋತಿ ಬದಿಕ್ಟ್ಯವರ, ಸುಭಾಸ ಮಡಿವಳರ, ಸಂತೋಷ ಪಿಸೆ, ಗೀತಾ ಸಾಲಿಮಠ, ರಾಜೇಶ್ವರಿ ಹರವಿಶೆಟ್ಟರ, ರಾಜೇಂದ್ರ ಹೆಗಡೆ, ಅಕ್ಕಮಹಾದೇವಿ ಹಾನಗಲ್ಲ ಕಾವ್ಯ ವಾಚನ ಮಾಡಿದರು. ರಾಜ್ಯೋತ್ಸವ ಪ್ರಶಸ್ತಿ ಪುರಸ್ಕೃತ ಅಡಿವೆಪ್ಪ ಕುರಿಯವರ ಮತ್ತು ಹನುಮಂತಪ್ಪ ಧಾರವಾಡ ದೇಶಭಕ್ತಿ ಗೀತೆಗಳನ್ನು ಹಾಡಿದರು. ಕವಿಗೋಷ್ಠಿಯ ಅಧ್ಯಕ್ಷತೆಯನ್ನು ಹಿರಿಯ ಕವಿ ಸತೀಶ ಕುಲಕರ್ಣಿ ವಹಿಸಿದ್ದರು. ಮೈಲಾರ ಮಹಾದೇವಪ್ಪನವರ ಮೊಮ್ಮಗ ಎಚ್.ಎಸ್. ಮಹಾದೇವ, ಮರಿ ಮೊಮ್ಮಕ್ಕಳಾದ ವಚನ ಮತ್ತು ಶಶಾಂಕ, ಮಾನವ ಬಂಧುತ್ವ ವೇದಿಕೆಯ ರುದ್ರಮುನಿ, ಮಾಜಿ ಸೈನಿಕರಾದ ಚಂದ್ರಶೇಖರ ಸಿಸನಳ್ಳಿ ಸಾಕ್ಷ್ಯ ಚಿತ್ರ ನಿರ್ದೇಶಕ ಗೋಳಪ್ಪ ಅರಳೀಕಟ್ಟಿ ವೇದಿಕೆಯಲ್ಲಿದ್ದರು. ಕವಿಗೋಷ್ಠಿಯನ್ನು ಶ್ರೀಮತಿ ಅನಿತಾ ಹರನಗಿರಿ ನಡೆಸಿಕೊಟ್ಟರು. xyxy=(478,290,898,383)
eye-camp-headline: ಉಚಿತ ಕಣ್ಣಿನ ತಪಾಸಣೆ ಶಿಬಿರ xyxy=(151,552,363,577)
top-rule xyxy=(47,62,898,64)
registration-mark xyxy=(908,943,922,957)
crocodile-jaws-illustration xyxy=(58,1271,251,1411)
event-stage-illustration xyxy=(479,139,898,285)
saltwater-crocodile-photo xyxy=(57,805,250,950)
author-college: ಸರ್.ಎಂ.ವಿ. ಸರ್ಕಾರಿ xyxy=(164,748,216,757)
crocodile-jaws-photo xyxy=(57,1270,250,1410)
feature-subheading: ಭೂಮಿಯ ಮೇಲಿನ ಬೃಹತ್ ಸರೀಸೃಪಗಳು xyxy=(350,964,510,979)
author-box xyxy=(55,703,250,797)
cmyk-marks-top: C M Y K xyxy=(901,66,909,101)
author-designation: ಪ್ರಾಧ್ಯಾಪಕರು, ಪ್ರಾಣಿಶಾಸ್ತ್ರ xyxy=(159,735,221,744)
species-list: 1. ಉಪ್ಪುನೀರಿನ ಮೊಸಳೆ (ಕ್ರೊಕೊಡೈಲಸ್ ಪೊರೊಸಸ್): ಉದ್ದ: 23 ಅಡಿ (7 ಮೀಟರ್). ತೂಕ: 2,200 ಪೌಂಡ್‌ಗಳಿಗಿಂತ ಹೆಚ್ಚು (1,000 ಕೆಜಿ), ಆವಾಸಸ್ಥಾನ: ಆಗ್ನೇಯ ಏಷ್ಯಾ, ಆಸ್ಟ್ರೇಲಿಯಾ ಮತ್ತು ಸುತ್ತಮುತ್ತಲಿನ ಪ್ರದೇಶಗಳು. ಉಪ್ಪುನೀರಿನ ಮೊಸಳೆ ಅಥವಾ 'ಉಪ್ಪುಸೊತ' ಇದುವರೆಗೆ ಬದುಕಿರುವ ಅತಿದೊಡ್ಡ ಸರೀಸೃಪವಾಗಿದೆ. 2. ನೈಲ್ ಮೊಸಳೆ (ಕ್ರೊಕೊಡೈಲಸ್ ನಿಲೋಟಿಕಸ್): ಉದ್ದ: 20 ಅಡಿ (6 ಮೀಟರ್). ತೂಕ: 1,600 ಪೌಂಡ್‌ಗಳು (725 ಕೆಜಿ). ಆವಾಸಸ್ಥಾನ: ಉಪ-ಸಹಾರನ್ ಆಫ್ರಿಕಾ. ನೈಲ್ ಮೊಸಳೆ ಆಫ್ರಿಕಾದ ಅತಿದೊಡ್ಡ ಸರೀಸೃಪವಾಗಿದ್ದು, ಆಕ್ರಮಣಕಾರಿ ಸ್ವಭಾವಕ್ಕೆ ಹೆಸರುವಾಸಿಯಾಗಿದೆ. 3. ಹಸಿರು ಅನಕೊಂಡ (ಯುನೆಕ್ಟೆಸ್ ಮುರಿನಸ್): ಗಾತ್ರ 30 ಅಡಿ (9 ಮೀಟರ್) ವರೆಗೆ. ತೂಕ: 500 ಪೌಂಡ್‌ಗಳವರೆಗೆ (227 ಕೆಜಿ), ಆವಾಸಸ್ಥಾನ: ದಕ್ಷಿಣ ಅಮೆರಿಕಾ (ಅಮೆಜಾನ್ ಮಳೆಕಾಡು, ಜೌಗು ಪ್ರದೇಶಗಳು). ಹಸಿರು ಅನಕೊಂಡವು ವಿಶ್ವದ ಅತಿದೊಡ್ಡ ಹಾವು. 4. ರೆಟಿಕ್ಯುಲೇಟೆಡ್ ಹೆಬ್ಬಾವು (ಮಲಯೋಪೈಥಾನ್ ರೆಟಿಕ್ಯುಲೇಟಸ್): ಉದ್ದ: 33 ಅಡಿಗಳವರೆಗೆ xyxy=(280,979,580,1083)
cmyk-strip-bottom: C M Y K xyxy=(47,1428,95,1436)
article2-photo xyxy=(478,138,898,285)
page-number: ಪುಟ 3 xyxy=(47,68,90,88)
